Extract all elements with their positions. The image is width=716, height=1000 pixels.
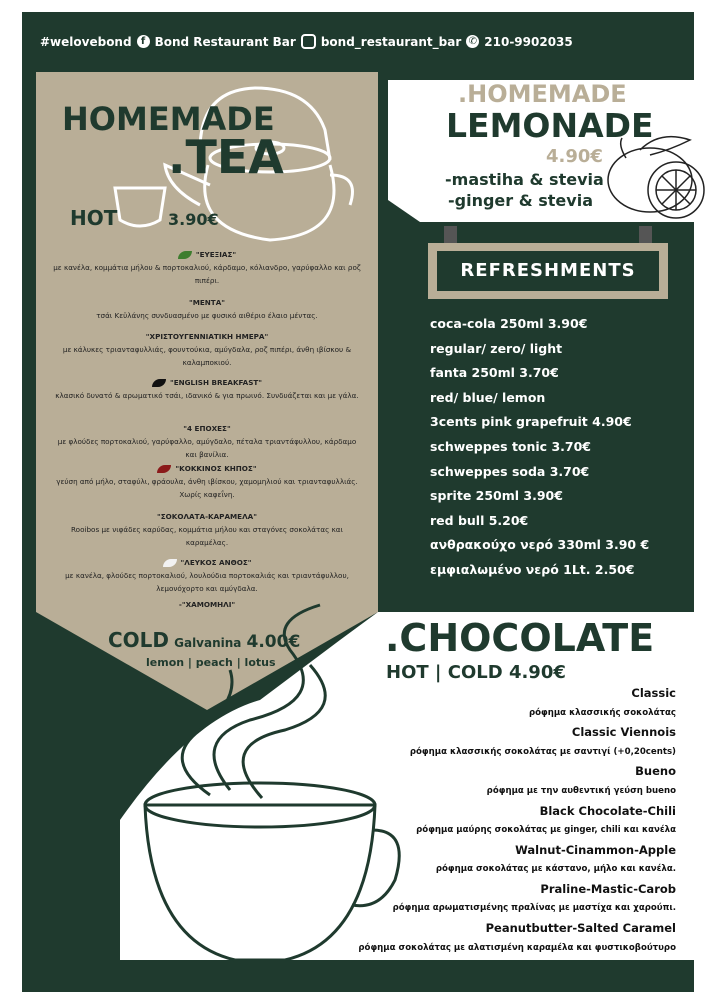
refreshments-title: REFRESHMENTS xyxy=(460,260,636,281)
leaf-icon xyxy=(157,465,171,473)
tea-hot-label: HOT xyxy=(70,206,118,230)
tea-item xyxy=(52,422,362,461)
chocolate-item-desc: ρόφημα αρωματισμένης πραλίνας με μαστίχα και χαρούπι. xyxy=(392,903,676,914)
tea-item-desc: τσάι Κεϋλάνης συνδυασμένο με φυσικό αιθέριο έλαιο μέντας. xyxy=(96,311,318,320)
tea-item-name xyxy=(52,598,362,611)
chocolate-item-name: Walnut-Cinammon-Apple xyxy=(515,842,676,857)
tea-cold-flavors: lemon | peach | lotus xyxy=(146,656,276,669)
chocolate-item-name: Classic xyxy=(631,686,676,700)
tea-item-name xyxy=(52,296,362,309)
refreshments-list xyxy=(430,312,649,583)
facebook-icon: f xyxy=(137,35,150,48)
refreshment-item: regular/ zero/ light xyxy=(430,340,563,356)
tea-cold-price: 4.00€ xyxy=(246,632,301,652)
lemonade-option: -ginger & stevia xyxy=(448,191,593,210)
chocolate-title: .CHOCOLATE xyxy=(385,616,655,660)
tea-item-name-text: "ENGLISH BREAKFAST" xyxy=(169,378,263,387)
refreshment-item: schweppes tonic 3.70€ xyxy=(430,438,591,454)
chocolate-item-desc: ρόφημα κλασσικής σοκολάτας με σαντιγί (+0,20cents) xyxy=(409,746,676,757)
tea-item-name xyxy=(52,510,362,523)
chocolate-item-desc: ρόφημα σοκολάτας με κάστανο, μήλο και κανέλα. xyxy=(435,864,676,875)
tea-item-name xyxy=(52,556,362,569)
chocolate-item-name: Peanutbutter-Salted Caramel xyxy=(485,921,676,936)
instagram-handle[interactable]: bond_restaurant_bar xyxy=(320,34,462,49)
tea-item xyxy=(52,556,362,595)
chocolate-item-name: Bueno xyxy=(635,764,676,779)
chocolate-item-desc: ρόφημα μαύρης σοκολάτας με ginger, chili και κανέλα xyxy=(416,825,676,836)
tea-item-desc: με κανέλα, φλούδες πορτοκαλιού, λουλούδια πορτοκαλιάς και τριαντάφυλλου, λεμονόχορτο και αμύγδαλα. xyxy=(65,571,349,593)
leaf-icon xyxy=(163,559,177,567)
tea-item-desc: κλασικό δυνατό & αρωματικό τσάι, ιδανικό & για πρωινό. Συνδυάζεται και με γάλα. xyxy=(55,391,359,400)
leaf-icon xyxy=(152,379,166,387)
chocolate-item-name: Praline-Mastic-Carob xyxy=(540,881,676,896)
tea-item xyxy=(52,510,362,549)
tea-cold-label: COLD xyxy=(108,628,170,652)
lemonade-line2: LEMONADE xyxy=(446,106,654,145)
tea-title-line2: .TEA xyxy=(168,130,284,184)
refreshment-item: sprite 250ml 3.90€ xyxy=(430,488,563,504)
tea-item-name xyxy=(52,248,362,261)
tea-hot-price: 3.90€ xyxy=(168,210,219,229)
tea-item-name-text: "ΣΟΚΟΛΑΤΑ-ΚΑΡΑΜΕΛΑ" xyxy=(157,512,257,521)
chocolate-item-name: Black Chocolate-Chili xyxy=(539,803,676,818)
tea-item-desc: με κάλυκες τριανταφυλλιάς, φουντούκια, αμύγδαλα, ροζ πιπέρι, άνθη ιβίσκου & καλαμποκιού. xyxy=(62,345,352,367)
tea-item xyxy=(52,598,362,611)
chocolate-list xyxy=(316,684,676,958)
chocolate-subtitle: HOT | COLD 4.90€ xyxy=(386,662,566,683)
tea-title-line1: HOMEMADE xyxy=(62,100,275,138)
lemonade-line1: .HOMEMADE xyxy=(458,80,627,108)
tea-item-desc: Rooibos με νιφάδες καρύδας, κομμάτια μήλου και σταγόνες σοκολάτας και καραμέλας. xyxy=(71,525,343,547)
tea-item-name xyxy=(52,330,362,343)
tea-item-name-text: "ΜΕΝΤΑ" xyxy=(188,298,226,307)
tea-cold-brand: Galvanina xyxy=(174,636,242,650)
tea-item xyxy=(52,296,362,322)
refreshment-item: coca-cola 250ml 3.90€ xyxy=(430,316,588,331)
refreshment-item: εμφιαλωμένο νερό 1Lt. 2.50€ xyxy=(430,561,635,577)
tea-item-desc: με φλούδες πορτοκαλιού, γαρύφαλλο, αμύγδαλο, πέταλα τριαντάφυλλου, κάρδαμο και βανίλια. xyxy=(57,437,357,459)
tea-item xyxy=(52,248,362,287)
tea-item-name-text: -"ΧΑΜΟΜΗΛΙ" xyxy=(178,600,236,609)
tea-item-name-text: "4 ΕΠΟΧΕΣ" xyxy=(183,424,231,433)
tea-item-name xyxy=(52,376,362,389)
tea-item-name xyxy=(52,422,362,435)
phone-number[interactable]: 210-9902035 xyxy=(484,34,573,49)
chocolate-item-desc: ρόφημα σοκολάτας με αλατισμένη καραμέλα και φυστικοβούτυρο xyxy=(358,942,676,953)
refreshment-item: fanta 250ml 3.70€ xyxy=(430,365,559,381)
lemonade-option: -mastiha & stevia xyxy=(445,170,604,189)
phone-icon: ✆ xyxy=(466,35,479,48)
refreshment-item: red bull 5.20€ xyxy=(430,512,529,528)
chocolate-item-desc: ρόφημα κλασσικής σοκολάτας xyxy=(528,707,676,718)
tea-item-desc: γεύση από μήλο, σταφύλι, φράουλα, άνθη ιβίσκου, χαμομηλιού και τριανταφυλλιάς. Χωρίς καφεΐνη. xyxy=(56,477,358,499)
tea-item-name-text: "ΧΡΙΣΤΟΥΓΕΝΝΙΑΤΙΚΗ ΗΜΕΡΑ" xyxy=(145,332,269,341)
tea-item xyxy=(52,462,362,501)
header-bar xyxy=(40,34,573,49)
tea-item-name-text: "ΚΟΚΚΙΝΟΣ ΚΗΠΟΣ" xyxy=(175,464,257,473)
leaf-icon xyxy=(178,251,192,259)
refreshment-item: 3cents pink grapefruit 4.90€ xyxy=(430,414,632,430)
tea-item-name-text: "ΕΥΕΞΙΑΣ" xyxy=(195,250,237,259)
facebook-page[interactable]: Bond Restaurant Bar xyxy=(154,34,296,49)
tea-item xyxy=(52,376,362,402)
refreshment-item: ανθρακούχο νερό 330ml 3.90 € xyxy=(430,537,650,553)
instagram-icon xyxy=(301,34,316,49)
chocolate-item-name: Classic Viennois xyxy=(571,725,676,740)
refreshment-item: schweppes soda 3.70€ xyxy=(430,463,590,479)
chocolate-item-desc: ρόφημα με την αυθεντική γεύση bueno xyxy=(486,785,676,796)
tea-item-desc: με κανέλα, κομμάτια μήλου & πορτοκαλιού, κάρδαμο, κόλιανδρο, γαρύφαλλο και ροζ πιπέρι. xyxy=(53,263,361,285)
tea-item-name xyxy=(52,462,362,475)
tea-cold-line xyxy=(108,628,300,652)
lemonade-price: 4.90€ xyxy=(546,146,603,167)
tea-item xyxy=(52,330,362,369)
tea-item-name-text: "ΛΕΥΚΟΣ ΑΝΘΟΣ" xyxy=(180,558,252,567)
refreshment-item: red/ blue/ lemon xyxy=(430,389,546,405)
hashtag: #welovebond xyxy=(40,34,132,49)
